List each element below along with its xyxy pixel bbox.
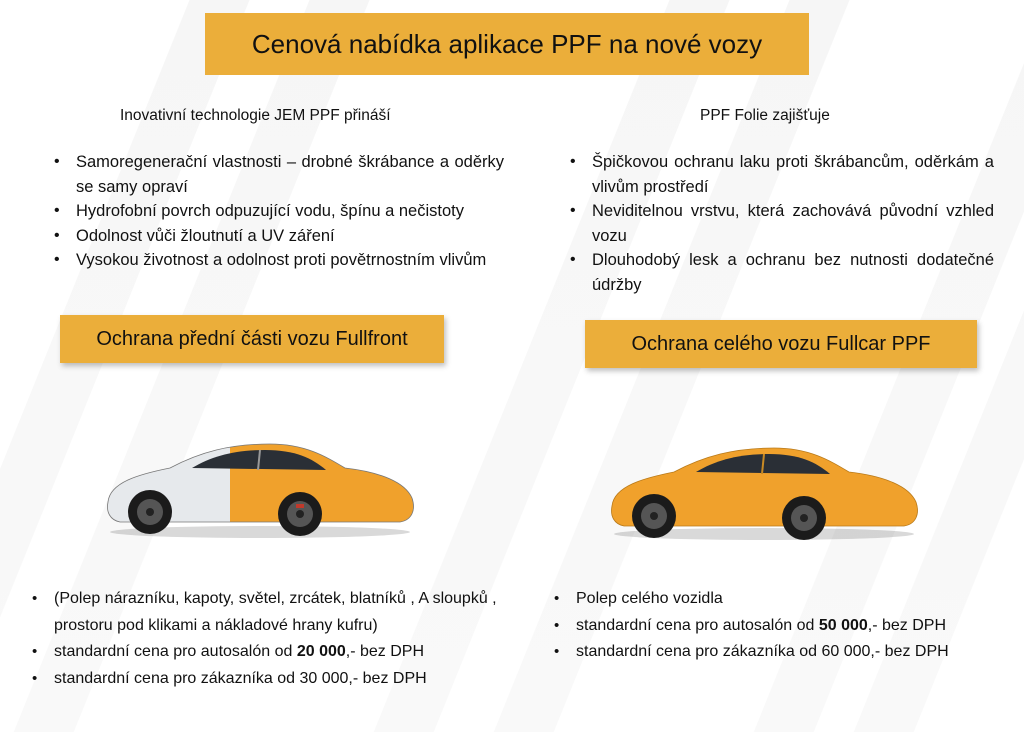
list-item: • standardní cena pro autosalón od 20 000,- bez DPH: [30, 639, 510, 666]
list-item: • Polep celého vozidla: [552, 586, 1012, 613]
fullfront-section-title: Ochrana přední části vozu Fullfront: [60, 315, 444, 363]
list-item: • standardní cena pro zákazníka od 30 000,- bez DPH: [30, 666, 510, 693]
list-item: • Vysokou životnost a odolnost proti povětrnostním vlivům: [52, 248, 504, 273]
list-item: • Hydrofobní povrch odpuzující vodu, špínu a nečistoty: [52, 199, 504, 224]
page-title: Cenová nabídka aplikace PPF na nové vozy: [205, 13, 809, 75]
list-item: • Dlouhodobý lesk a ochranu bez nutnosti dodatečné údržby: [568, 248, 994, 297]
list-item: • Odolnost vůči žloutnutí a UV záření: [52, 224, 504, 249]
right-heading: PPF Folie zajišťuje: [700, 107, 830, 124]
list-item: • (Polep nárazníku, kapoty, světel, zrcátek, blatníků , A sloupků , prostoru pod klikami a nákladové hrany kufru): [30, 586, 510, 639]
left-heading: Inovativní technologie JEM PPF přináší: [120, 107, 391, 124]
car-icon: [100, 432, 418, 540]
price-value: 20 000: [296, 643, 346, 660]
list-item: • standardní cena pro autosalón od 50 000,- bez DPH: [552, 613, 1012, 640]
left-benefits-list: [52, 150, 504, 273]
car-icon: [604, 440, 922, 540]
list-item: • Neviditelnou vrstvu, která zachovává původní vzhled vozu: [568, 199, 994, 248]
list-item: • Samoregenerační vlastnosti – drobné škrábance a oděrky se samy opraví: [52, 150, 504, 199]
list-item: • Špičkovou ochranu laku proti škrábancům, oděrkám a vlivům prostředí: [568, 150, 994, 199]
fullcar-section-title: Ochrana celého vozu Fullcar PPF: [585, 320, 977, 368]
fullcar-details-list: [552, 586, 1012, 666]
price-value: 50 000: [818, 616, 868, 634]
fullfront-details-list: [30, 586, 510, 692]
list-item: • standardní cena pro zákazníka od 60 000,- bez DPH: [552, 639, 1012, 666]
right-benefits-list: [568, 150, 994, 297]
